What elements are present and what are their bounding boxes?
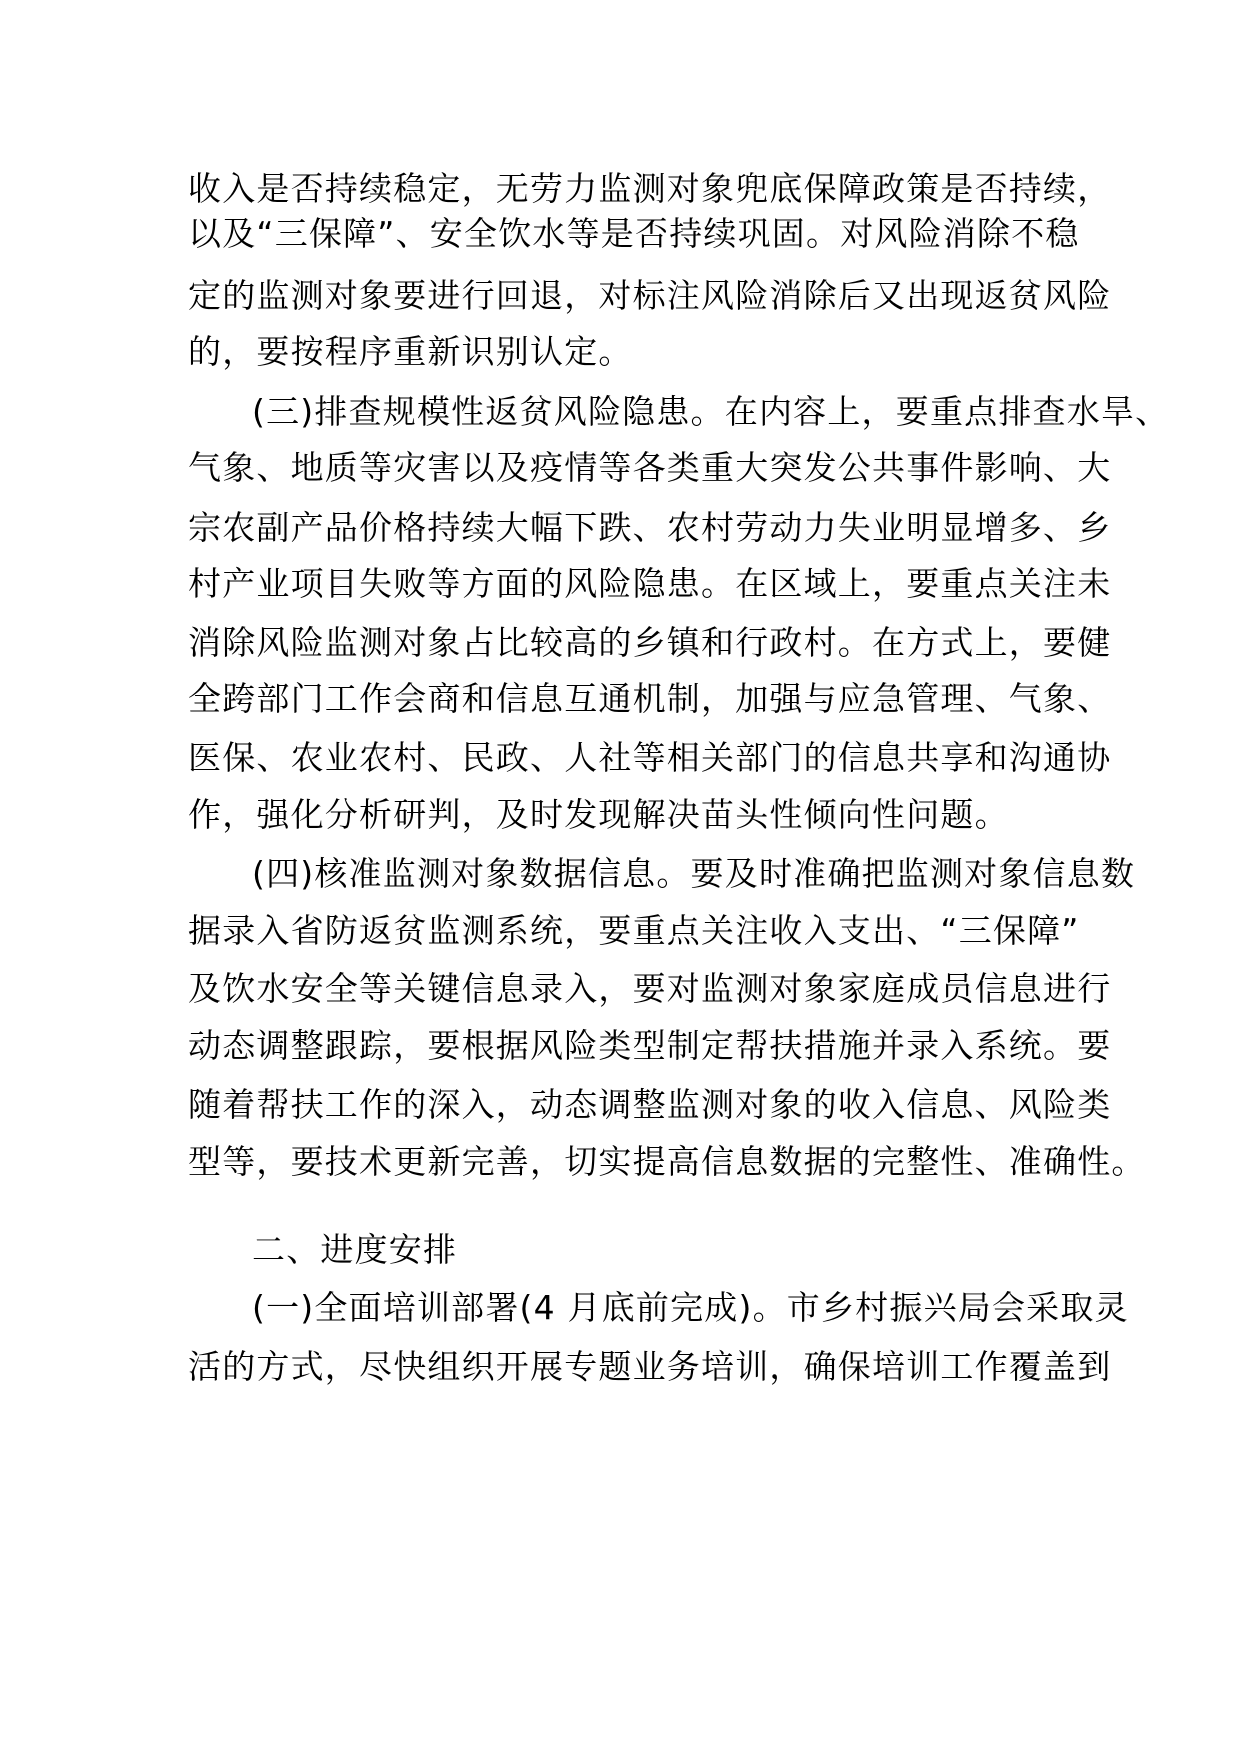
text-line: 据录入省防返贫监测系统，要重点关注收入支出、“三保障” (188, 911, 1080, 950)
paragraph-start-line: (三)排查规模性返贫风险隐患。在内容上，要重点排查水旱、 (252, 392, 1170, 431)
text-line: 作，强化分析研判，及时发现解决苗头性倾向性问题。 (188, 795, 1009, 834)
section-heading: 二、进度安排 (252, 1230, 458, 1269)
text-line: 气象、地质等灾害以及疫情等各类重大突发公共事件影响、大 (188, 448, 1112, 487)
text-line: 宗农副产品价格持续大幅下跌、农村劳动力失业明显增多、乡 (188, 508, 1112, 547)
text-line: 以及“三保障”、安全饮水等是否持续巩固。对风险消除不稳 (188, 214, 1080, 253)
text-line: 定的监测对象要进行回退，对标注风险消除后又出现返贫风险 (188, 276, 1112, 315)
text-line: 的，要按程序重新识别认定。 (188, 332, 633, 371)
text-line: 消除风险监测对象占比较高的乡镇和行政村。在方式上，要健 (188, 623, 1112, 662)
text-line: 随着帮扶工作的深入，动态调整监测对象的收入信息、风险类 (188, 1085, 1112, 1124)
text-line: 及饮水安全等关键信息录入，要对监测对象家庭成员信息进行 (188, 969, 1112, 1008)
text-line: 医保、农业农村、民政、人社等相关部门的信息共享和沟通协 (188, 738, 1112, 777)
text-line: 全跨部门工作会商和信息互通机制，加强与应急管理、气象、 (188, 679, 1112, 718)
text-line: 收入是否持续稳定，无劳力监测对象兜底保障政策是否持续， (188, 169, 1112, 208)
text-line: 村产业项目失败等方面的风险隐患。在区域上，要重点关注未 (188, 564, 1112, 603)
paragraph-start-line: (四)核准监测对象数据信息。要及时准确把监测对象信息数 (252, 854, 1136, 893)
text-line: 动态调整跟踪，要根据风险类型制定帮扶措施并录入系统。要 (188, 1026, 1112, 1065)
text-line: 型等，要技术更新完善，切实提高信息数据的完整性、准确性。 (188, 1142, 1146, 1181)
paragraph-start-line: (一)全面培训部署(4 月底前完成)。市乡村振兴局会采取灵 (252, 1288, 1129, 1327)
text-line: 活的方式，尽快组织开展专题业务培训，确保培训工作覆盖到 (188, 1347, 1112, 1386)
